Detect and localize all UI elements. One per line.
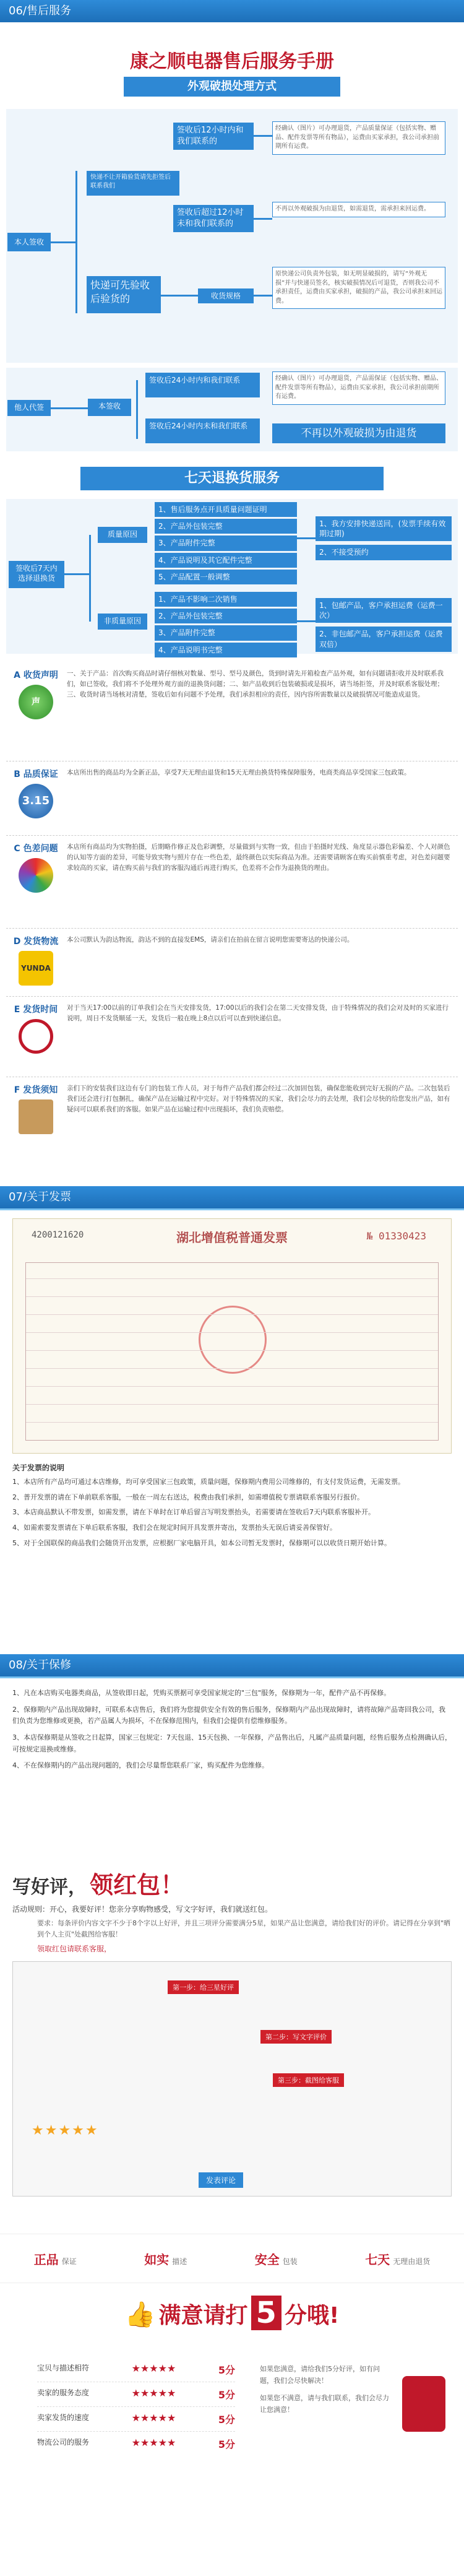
damage-flow: [6, 109, 458, 363]
review-stars: ★★★★★: [32, 2123, 99, 2139]
seven-day-section: [0, 456, 464, 660]
seven-start-box: 签收后7天内选择退换货: [9, 561, 64, 588]
gift-icon: [402, 2376, 445, 2432]
invoice-section: [0, 1208, 464, 1654]
warranty-item: 3、本店保修期是从签收之日起算，国家三包规定：7天包退、15天包换、一年保修，产品售出后，凡属产品质量问题，经售后服务点检测确认后，可按规定退换或维修。: [12, 1733, 452, 1753]
after12-box: 签收后超过12小时未和我们联系的: [173, 205, 254, 232]
satisfy-section: [0, 2283, 464, 2518]
guide-row-a: [6, 662, 458, 761]
n-result: 2、非包邮产品，客户承担运费（运费双倍）: [316, 627, 452, 651]
warranty-item: 4、不在保修期内的产品出现问题的，我们会尽量帮您联系厂家，购买配件为您维修。: [12, 1761, 269, 1770]
q-result: 2、不接受预约: [316, 545, 452, 560]
invoice-note: 4、如需索要发票请在下单后联系客服，我们会在规定时间开具发票并寄出，发票抬头无误后请妥善保管好。: [12, 1524, 337, 1532]
rating-row: 宝贝与描述相符 ★★★★★ 5分: [37, 2357, 235, 2382]
manual-subtitle-bar: 外观破损处理方式: [124, 77, 340, 97]
clock-icon: [19, 1019, 53, 1054]
guides-section: [0, 660, 464, 1186]
invoice-code: 4200121620: [32, 1230, 84, 1240]
note-after12: 不再以外观破损为由退货，如需退货，需承担来回运费。: [272, 202, 445, 217]
yunda-logo-icon: YUNDA: [19, 951, 53, 986]
guide-row-c: [6, 836, 458, 929]
invoice-number: № 01330423: [366, 1230, 426, 1242]
guide-text: 对于当天17:00以前的订单我们会在当天安排发货，17:00以后的我们会在第二天安排发货，由于特殊情况的我们会对及时的买家进行说明，周日不发货顺延一天，发货后一般在晚上8点以后可以查到快递信息。: [67, 1004, 449, 1022]
rating-row: 物流公司的服务 ★★★★★ 5分: [37, 2437, 235, 2450]
invoice-table: [25, 1262, 439, 1441]
review-step-1: 第一步：给三星好评: [168, 1980, 239, 1994]
note-within12: 经确认（图片）可办理退货，产品质量保证（包括实物、赠品、配件发票等所有物品），运费由买家承担，我公司承担前期所有运费。: [272, 121, 445, 155]
n-items: [155, 592, 297, 657]
seven-flow: [6, 499, 458, 654]
declaration-icon: 声: [19, 685, 53, 719]
rating-row: 卖家发货的速度 ★★★★★ 5分: [37, 2407, 235, 2432]
guide-text: 亲们下的安装我们这边有专门的包装工作人员，对于每件产品我们都会经过二次加固包装，确保您能收到完好无损的产品。二次包装后我们还会进行打包捆扎，确保产品在运输过程中完好。对于特殊情况的买家，我们会尽力的去处理，我们会尽快的给您发出产品，如有疑问可以联系我们的客服。如果产品在运输过程中出现损坏，我们负责赔偿。: [67, 1085, 450, 1113]
warranty-item: 2、保修期内产品出现故障时，可联系本店售后，我们将为您提供安全有效的售后服务，保修期内产品出现故障时，请将故障产品寄回我公司，我们负责为您维修或更换，若产品属人为损坏，不在保修范围内，但我们会提供有偿维修服务。: [12, 1705, 445, 1725]
q-item: 2、产品外包装完整: [155, 519, 297, 534]
o-after24-box: 签收后24小时内未和我们联系: [145, 418, 260, 443]
invoice-note: 3、本店商品默认不带发票，如需发票，请在下单时在订单后留言写明发票抬头，若需要请在签收后7天内联系客服补开。: [12, 1508, 375, 1517]
q-item: 1、售后服务点开具质量问题证明: [155, 502, 297, 517]
satisfy-text: 如果您满意，请给我们5分好评，如有问题，我们会尽快解决！ 如果您不满意，请与我们联系，我们会尽力让您满意！: [260, 2365, 389, 2414]
review-title: 写好评， 领红包！: [12, 1871, 184, 1899]
section-bar-07: 07/关于发票: [0, 1186, 464, 1208]
badge: 安全 包装: [254, 2252, 298, 2267]
check-flow-box: 收货规格: [198, 288, 254, 303]
guide-key: E 发货时间: [14, 1005, 58, 1015]
q-result: 1、我方安排快递送回，(发票手续有效期过期): [316, 516, 452, 541]
invoice-note: 2、普开发票的请在下单前联系客服，一般在一周左右送达，税费由我们承担，如需增值税专票请联系客服另行报价。: [12, 1493, 364, 1501]
badge: 如实 描述: [144, 2252, 187, 2267]
invoice-image: [12, 1218, 452, 1454]
satisfy-title: 👍 满意请打 5 分哦!: [124, 2296, 340, 2330]
q-items: [155, 502, 297, 584]
invoice-note: 1、本店所有产品均可通过本店维修，均可享受国家三包政策，质量问题，保修期内费用公司维修的，有支付发货运费，无需发票。: [12, 1478, 405, 1486]
thumbs-up-icon: 👍: [124, 2301, 156, 2329]
n-item: 3、产品附件完整: [155, 625, 297, 640]
guide-key: B 品质保证: [14, 770, 58, 779]
guide-key: C 色差问题: [14, 844, 58, 854]
quality-badge-icon: 3.15: [19, 784, 53, 818]
invoice-header: 湖北增值税普通发票: [176, 1230, 288, 1245]
others-box: 他人代签: [7, 400, 51, 416]
damage-section: [0, 22, 464, 456]
open-check-box: 快递可先验收后验货的: [87, 276, 161, 313]
seven-title-bar: 七天退换货服务: [80, 467, 384, 490]
review-step-3: 第三步：截图给客服: [273, 2073, 344, 2087]
guide-text: 一、关于产品：首次购买商品时请仔细核对数量、型号、型号及颜色，货到时请先开箱检查产品外观，如有问题请拒收并及时联系我们，如已签收，我们将不予处理外观方面的退换货问题；二、如产品收到后包装破损或是损坏，请当场拒签，并及时联系客服处理；三、收货时请当场核对清楚，签收后如有问题不予处理，我们承担相应的责任，因内容所需数量以及破损情况可能造成退货。: [67, 670, 444, 698]
section-bar-06: 06/售后服务: [0, 0, 464, 22]
guide-key: F 发货须知: [14, 1085, 58, 1095]
n-item: 1、产品不影响二次销售: [155, 592, 297, 607]
review-screenshot: [12, 1961, 452, 2197]
q-item: 4、产品说明及其它配件完整: [155, 553, 297, 568]
color-wheel-icon: [19, 858, 53, 893]
rating-row: 卖家的服务态度 ★★★★★ 5分: [37, 2382, 235, 2407]
others-sign-box: 本签收: [88, 399, 131, 416]
guide-row-d: [6, 929, 458, 997]
nonq-box: 非质量原因: [98, 614, 147, 630]
n-result: 1、包邮产品，客户承担运费（运费一次）: [316, 598, 452, 623]
submit-review-button[interactable]: 发表评论: [199, 2172, 243, 2188]
warranty-section: [0, 1676, 464, 1862]
note-open-check: 原快递公司负责外包装，如无明显破损的，请写“外观无损”并与快递员签名，核实破损情况后可退货，否则我公司不承担责任，运费由买家承担，破损的产品，我公司承担来回运费。: [272, 267, 445, 309]
n-results: [316, 598, 452, 652]
o-note2: 不再以外观破损为由退货: [272, 423, 445, 443]
invoice-note: 5、对于全国联保的商品我们会随货开出发票，应根据厂家电脑开具，如本公司暂无发票时，保修期可以以收货日期开始计算。: [12, 1538, 391, 1547]
badges-row: [0, 2234, 464, 2283]
q-item: 5、产品配置一般调整: [155, 570, 297, 584]
warranty-item: 1、凡在本店购买电器类商品，从签收即日起，凭购买票据可享受国家规定的"三包"服务，保修期为一年，配件产品不再保修。: [12, 1689, 391, 1697]
o-note1: 经确认（图片）可办理退货，产品需保证（包括实物、赠品、配件发票等所有物品），运费由买家承担，我公司承担前期所有运费。: [272, 371, 445, 405]
badge: 正品 保证: [33, 2252, 77, 2267]
guide-text: 本店所有商品均为实物拍摄，后期略作修正及色彩调整，尽量做到与实物一致，但由于拍摄时光线、角度显示器色彩偏差、个人对颜色的认知等方面的差异，可能导致实物与照片存在一些色差，最终颜色以实际商品为准。还需要请顾客在购买前慎重考虑，对色差问题要求较高的买家，请在购买前与我们的客服沟通后再进行购买，色差将不会作为退换货的理由。: [67, 843, 450, 872]
within12-box: 签收后12小时内和我们联系的: [173, 123, 254, 150]
guide-key: D 发货物流: [13, 937, 59, 947]
no-open-box: 快递不让开箱验货请先拒签后联系我们: [87, 171, 179, 196]
guide-text: 本公司默认为韵达物流，韵达不到的直接发EMS，请亲们在拍前在留言说明您需要寄达的快递公司。: [67, 936, 354, 943]
review-step-2: 第二步：写文字评价: [260, 2030, 332, 2044]
badge: 七天 无理由退货: [365, 2252, 431, 2267]
review-section: [0, 1862, 464, 2234]
o-within24-box: 签收后24小时内和我们联系: [145, 373, 260, 397]
review-rules: 要求：每条评价内容文字不少于8个字以上好评，并且三项评分需要满分5星，如果产品让您满意，请给我们好的评价。请记得在分享到"晒到个人主页"处截图给客服！: [37, 1919, 451, 1938]
others-flow: [6, 368, 458, 451]
guide-row-e: [6, 997, 458, 1077]
receive-box: 本人签收: [7, 233, 51, 251]
invoice-notes-title: 关于发票的说明: [12, 1464, 65, 1472]
guide-key: A 收货声明: [14, 670, 58, 680]
invoice-notes: [12, 1462, 452, 1549]
guide-row-f: [6, 1077, 458, 1182]
n-item: 2、产品外包装完整: [155, 609, 297, 623]
q-results: [316, 516, 452, 560]
review-activity: 活动规则：开心，我要好评！您亲分享购物感受，写文字好评，我们就送红包。: [12, 1905, 273, 1914]
manual-title: 康之顺电器售后服务手册: [130, 51, 334, 72]
guide-text: 本店所出售的商品均为全新正品，享受7天无理由退货和15天无理由换货特殊保障服务，电商类商品享受国家三包政策。: [67, 769, 411, 776]
n-item: 4、产品说明书完整: [155, 643, 297, 657]
delivery-man-icon: [19, 1099, 53, 1134]
q-item: 3、产品附件完整: [155, 536, 297, 550]
review-contact: 领取红包请联系客服，: [37, 1945, 112, 1954]
rating-table: [37, 2357, 235, 2456]
section-bar-08: 08/关于保修: [0, 1654, 464, 1676]
guide-row-b: [6, 761, 458, 836]
quality-box: 质量原因: [98, 527, 147, 543]
